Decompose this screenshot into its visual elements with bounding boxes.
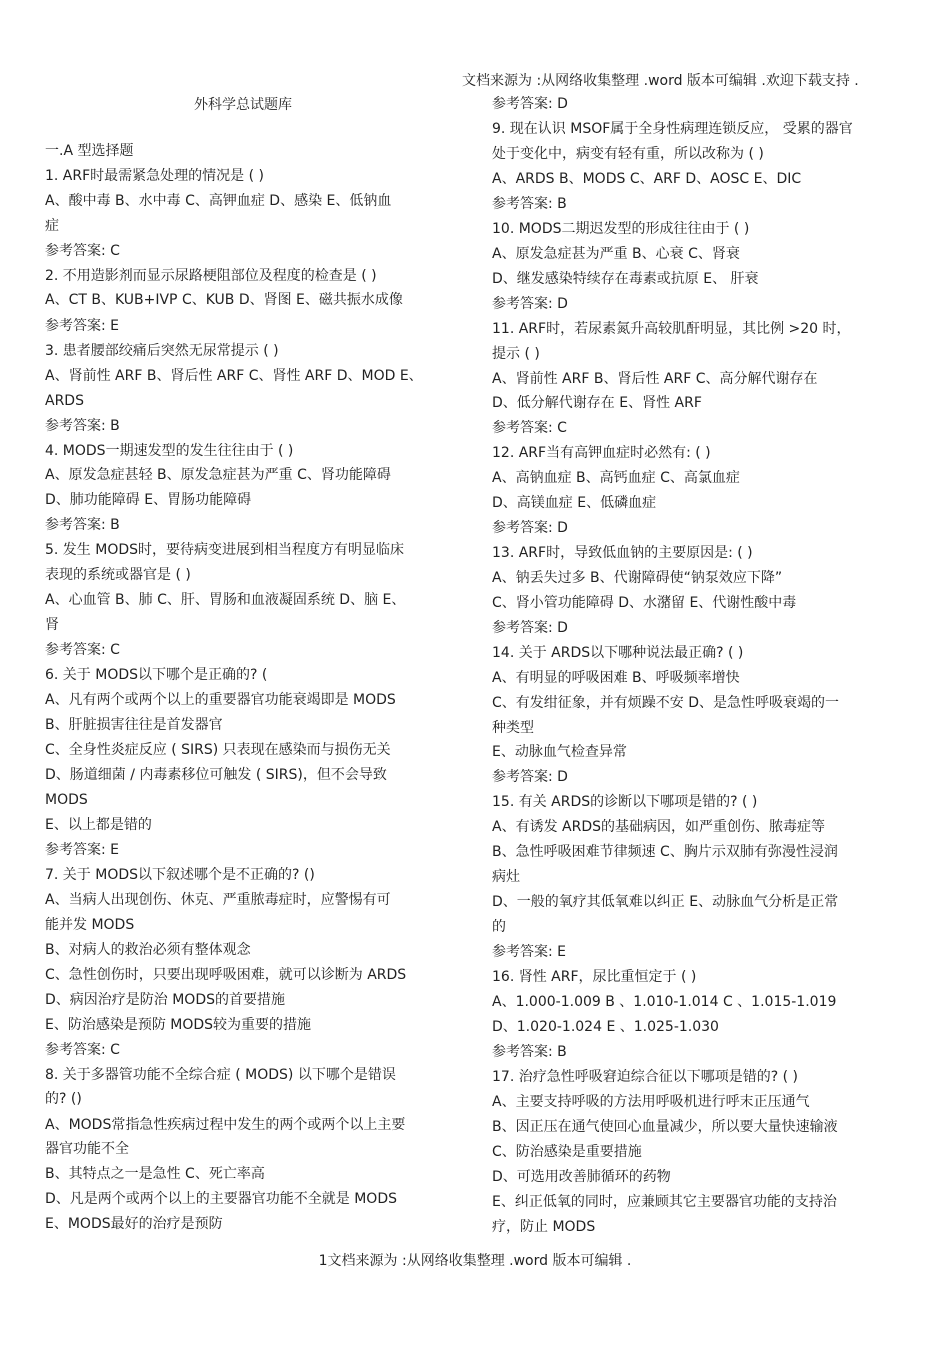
text-line: A、有明显的呼吸困难 B、呼吸频率增快 <box>492 670 740 686</box>
text-line: A、高钠血症 B、高钙血症 C、高氯血症 <box>492 470 740 486</box>
text-line: 参考答案: B <box>492 1044 567 1060</box>
text-line: 7. 关于 MODS以下叙述哪个是不正确的? () <box>45 867 315 883</box>
text-line: D、病因治疗是防治 MODS的首要措施 <box>45 992 285 1008</box>
page-title: 外科学总试题库 <box>194 97 292 113</box>
text-line: 表现的系统或器官是 ( ) <box>45 567 191 583</box>
text-line: A、主要支持呼吸的方法用呼吸机进行呼末正压通气 <box>492 1094 810 1110</box>
text-line: A、1.000-1.009 B 、1.010-1.014 C 、1.015-1.019 <box>492 994 837 1010</box>
text-line: 能并发 MODS <box>45 917 135 933</box>
text-line: 提示 ( ) <box>492 346 540 362</box>
text-line: 8. 关于多器管功能不全综合症 ( MODS) 以下哪个是错误 <box>45 1067 396 1083</box>
text-line: 15. 有关 ARDS的诊断以下哪项是错的? ( ) <box>492 794 758 810</box>
text-line: D、高镁血症 E、低磷血症 <box>492 495 657 511</box>
text-line: A、原发急症甚轻 B、原发急症甚为严重 C、肾功能障碍 <box>45 467 391 483</box>
text-line: 种类型 <box>492 720 534 736</box>
text-line: B、对病人的救治必须有整体观念 <box>45 942 251 958</box>
text-line: 器官功能不全 <box>45 1141 129 1157</box>
text-line: A、原发急症甚为严重 B、心衰 C、肾衰 <box>492 246 740 262</box>
text-line: 处于变化中，病变有轻有重，所以改称为 ( ) <box>492 146 764 162</box>
text-line: A、肾前性 ARF B、肾后性 ARF C、高分解代谢存在 <box>492 371 818 387</box>
text-line: A、肾前性 ARF B、肾后性 ARF C、肾性 ARF D、MOD E、 <box>45 368 423 384</box>
text-line: D、继发感染特续存在毒素或抗原 E、 肝衰 <box>492 271 759 287</box>
text-line: B、急性呼吸困难节律频速 C、胸片示双肺有弥漫性浸润 <box>492 844 838 860</box>
text-line: A、钠丢失过多 B、代谢障碍使“钠泵效应下降” <box>492 570 783 586</box>
text-line: D、凡是两个或两个以上的主要器官功能不全就是 MODS <box>45 1191 397 1207</box>
text-line: D、一般的氧疗其低氧难以纠正 E、动脉血气分析是正常 <box>492 894 839 910</box>
text-line: 12. ARF当有高钾血症时必然有: ( ) <box>492 445 711 461</box>
text-line: 参考答案: D <box>492 296 568 312</box>
page-footer: 1文档来源为 :从网络收集整理 .word 版本可编辑 . <box>318 1253 632 1269</box>
text-line: 参考答案: D <box>492 96 568 112</box>
text-line: 参考答案: B <box>492 196 567 212</box>
text-line: 参考答案: B <box>45 418 120 434</box>
text-line: 17. 治疗急性呼吸窘迫综合征以下哪项是错的? ( ) <box>492 1069 798 1085</box>
page-header: 文档来源为 :从网络收集整理 .word 版本可编辑 .欢迎下载支持 . <box>462 73 859 89</box>
text-line: E、纠正低氧的同时，应兼顾其它主要器官功能的支持治 <box>492 1194 837 1210</box>
text-line: E、动脉血气检查异常 <box>492 744 627 760</box>
text-line: A、有诱发 ARDS的基础病因，如严重创伤、脓毒症等 <box>492 819 825 835</box>
text-line: 参考答案: D <box>492 769 568 785</box>
text-line: MODS <box>45 792 88 808</box>
text-line: 5. 发生 MODS时，要待病变进展到相当程度方有明显临床 <box>45 542 405 558</box>
text-line: 1. ARF时最需紧急处理的情况是 ( ) <box>45 168 264 184</box>
text-line: 参考答案: B <box>45 517 120 533</box>
text-line: B、其特点之一是急性 C、死亡率高 <box>45 1166 265 1182</box>
text-line: C、防治感染是重要措施 <box>492 1144 642 1160</box>
text-line: C、急性创伤时，只要出现呼吸困难，就可以诊断为 ARDS <box>45 967 407 983</box>
text-line: 6. 关于 MODS以下哪个是正确的? ( <box>45 667 268 683</box>
text-line: A、酸中毒 B、水中毒 C、高钾血症 D、感染 E、低钠血 <box>45 193 392 209</box>
text-line: B、因正压在通气使回心血量减少，所以要大量快速输液 <box>492 1119 838 1135</box>
text-line: D、可选用改善肺循环的药物 <box>492 1169 671 1185</box>
text-line: 参考答案: E <box>45 842 120 858</box>
text-line: E、以上都是错的 <box>45 817 152 833</box>
text-line: 4. MODS一期速发型的发生往往由于 ( ) <box>45 443 294 459</box>
text-line: A、凡有两个或两个以上的重要器官功能衰竭即是 MODS <box>45 692 396 708</box>
text-line: D、低分解代谢存在 E、肾性 ARF <box>492 395 702 411</box>
text-line: B、肝脏损害往往是首发器官 <box>45 717 223 733</box>
text-line: 病灶 <box>492 869 520 885</box>
text-line: 16. 肾性 ARF，尿比重恒定于 ( ) <box>492 969 697 985</box>
text-line: 11. ARF时，若尿素氮升高较肌酐明显，其比例 >20 时， <box>492 321 851 337</box>
text-line: 肾 <box>45 617 59 633</box>
text-line: 一.A 型选择题 <box>45 143 134 159</box>
text-line: A、ARDS B、MODS C、ARF D、AOSC E、DIC <box>492 171 802 187</box>
text-line: 参考答案: C <box>45 1042 120 1058</box>
text-line: D、肠道细菌 / 内毒素移位可触发 ( SIRS)，但不会导致 <box>45 767 387 783</box>
text-line: D、1.020-1.024 E 、1.025-1.030 <box>492 1019 719 1035</box>
text-line: 14. 关于 ARDS以下哪种说法最正确? ( ) <box>492 645 744 661</box>
text-line: 参考答案: D <box>492 620 568 636</box>
text-line: 3. 患者腰部绞痛后突然无尿常提示 ( ) <box>45 343 279 359</box>
text-line: 2. 不用造影剂而显示尿路梗阻部位及程度的检查是 ( ) <box>45 268 377 284</box>
text-line: 13. ARF时，导致低血钠的主要原因是: ( ) <box>492 545 753 561</box>
text-line: E、防治感染是预防 MODS较为重要的措施 <box>45 1017 312 1033</box>
text-line: 疗，防止 MODS <box>492 1219 596 1235</box>
text-line: ARDS <box>45 393 84 409</box>
text-line: A、MODS常指急性疾病过程中发生的两个或两个以上主要 <box>45 1117 406 1133</box>
text-line: 参考答案: D <box>492 520 568 536</box>
text-line: E、MODS最好的治疗是预防 <box>45 1216 223 1232</box>
text-line: A、当病人出现创伤、休克、严重脓毒症时，应警惕有可 <box>45 892 391 908</box>
text-line: 参考答案: C <box>45 243 120 259</box>
text-line: 的? () <box>45 1091 82 1107</box>
text-line: 参考答案: C <box>492 420 567 436</box>
text-line: 9. 现在认识 MSOF属于全身性病理连锁反应， 受累的器官 <box>492 121 853 137</box>
text-line: C、肾小管功能障碍 D、水潴留 E、代谢性酸中毒 <box>492 595 797 611</box>
text-line: 10. MODS二期迟发型的形成往往由于 ( ) <box>492 221 750 237</box>
text-line: 参考答案: E <box>45 318 120 334</box>
text-line: 参考答案: E <box>492 944 567 960</box>
text-line: A、CT B、KUB+IVP C、KUB D、肾图 E、磁共振水成像 <box>45 292 403 308</box>
text-line: C、全身性炎症反应 ( SIRS) 只表现在感染而与损伤无关 <box>45 742 391 758</box>
text-line: C、有发绀征象，并有烦躁不安 D、是急性呼吸衰竭的一 <box>492 695 840 711</box>
text-line: 症 <box>45 218 59 234</box>
text-line: 参考答案: C <box>45 642 120 658</box>
text-line: D、肺功能障碍 E、胃肠功能障碍 <box>45 492 252 508</box>
text-line: 的 <box>492 919 506 935</box>
text-line: A、心血管 B、肺 C、肝、胃肠和血液凝固系统 D、脑 E、 <box>45 592 406 608</box>
